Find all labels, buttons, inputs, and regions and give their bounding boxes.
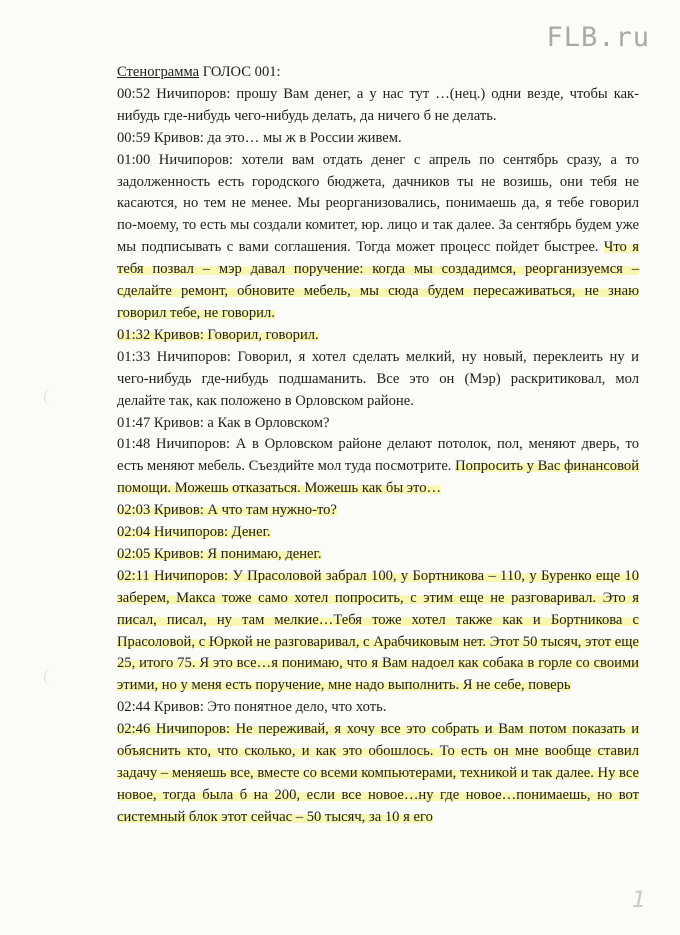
page-number: 1: [632, 888, 646, 913]
transcript-body: [117, 84, 639, 829]
punch-hole-mark: [44, 388, 63, 406]
transcript-line: [117, 84, 639, 128]
transcript-line: [117, 325, 639, 347]
transcript-line: [117, 500, 639, 522]
transcript-line: [117, 413, 639, 435]
transcript-line: [117, 544, 639, 566]
transcript-line: [117, 566, 639, 697]
highlighted-text: Попросить у Вас финансовой помощи. Можешь отказаться. Можешь как бы это…: [117, 458, 639, 497]
line-text: 01:47 Кривов: а Как в Орловском?: [117, 414, 330, 431]
highlighted-text: 02:11 Ничипоров: У Прасоловой забрал 100, у Бортникова – 110, у Буренко еще 10 заберем, Макса тоже само хотел попросить, с этим еще не разговаривал. Это я писал, писал, ну там мелкие…Тебя тоже хотел также как и Бортникова с Прасоловой, с Юркой не разговаривал, с Арабчиковым нет. Этот 50 тысяч, этот еще 25, итого 75. Я это все…я понимаю, что я Вам надоел как собака в горле со своими этими, но у меня есть поручение, мне надо выполнить. Я не себе, поверь: [117, 567, 639, 694]
line-text: 01:00 Ничипоров: хотели вам отдать денег с апрель по сентябрь сразу, а то задолженность есть городского бюджета, дачников ты не возишь, они тебя не касаются, но тем не менее. Мы реорганизовались, понимаешь да, я тебе говорил по-моему, то есть мы создали комитет, юр. лицо и так далее. За сентябрь будем уже мы подписывать с вами соглашения. Тогда может процесс пойдет быстрее.: [117, 151, 639, 256]
title-suffix: ГОЛОС 001:: [199, 64, 281, 80]
line-text: 02:44 Кривов: Это понятное дело, что хоть.: [117, 699, 387, 716]
highlighted-text: Что я тебя позвал – мэр давал поручение: когда мы создадимся, реорганизуемся – сделайте ремонт, обновите мебель, мы сюда будем пересаживаться, не знаю говорил тебе, не говорил.: [117, 239, 639, 321]
transcript-line: [117, 719, 639, 829]
highlighted-text: 01:32 Кривов: Говорил, говорил.: [117, 326, 319, 343]
line-text: 01:33 Ничипоров: Говорил, я хотел сделать мелкий, ну новый, переклеить ну и чего-нибудь где-нибудь подшаманить. Все это он (Мэр) раскритиковал, мол делайте так, как положено в Орловском районе.: [117, 348, 639, 409]
line-text: 00:59 Кривов: да это… мы ж в России живем.: [117, 129, 402, 146]
highlighted-text: 02:05 Кривов: Я понимаю, денег.: [117, 545, 322, 562]
transcript-line: [117, 434, 639, 500]
transcript-document: [117, 62, 639, 829]
highlighted-text: 02:46 Ничипоров: Не переживай, я хочу все это собрать и Вам потом показать и объяснить кто, что сколько, и как это обошлось. То есть он мне вообще ставил задачу – меняешь все, вместе со всеми компьютерами, техникой и так далее. Ну все новое, тогда была б на 200, если все новое…ну где новое…понимаешь, но вот системный блок этот сейчас – 50 тысяч, за 10 я его: [117, 721, 639, 825]
line-text: 01:48 Ничипоров: А в Орловском районе делают потолок, пол, меняют дверь, то есть меняют мебель. Съездийте мол туда посмотрите.: [117, 436, 639, 475]
title-underlined: Стенограмма: [117, 64, 200, 80]
transcript-line: [117, 347, 639, 413]
transcript-line: [117, 128, 639, 150]
site-watermark: FLB.ru: [546, 22, 650, 53]
highlighted-text: 02:03 Кривов: А что там нужно-то?: [117, 502, 337, 519]
transcript-line: [117, 522, 639, 544]
transcript-line: [117, 697, 639, 719]
transcript-title: [117, 62, 639, 84]
transcript-line: [117, 150, 639, 325]
punch-hole-mark: [44, 668, 63, 686]
line-text: 00:52 Ничипоров: прошу Вам денег, а у нас тут …(нец.) одни везде, чтобы как-нибудь где-нибудь чего-нибудь делать, да ничего б не делать.: [117, 85, 639, 124]
highlighted-text: 02:04 Ничипоров: Денег.: [117, 524, 271, 541]
